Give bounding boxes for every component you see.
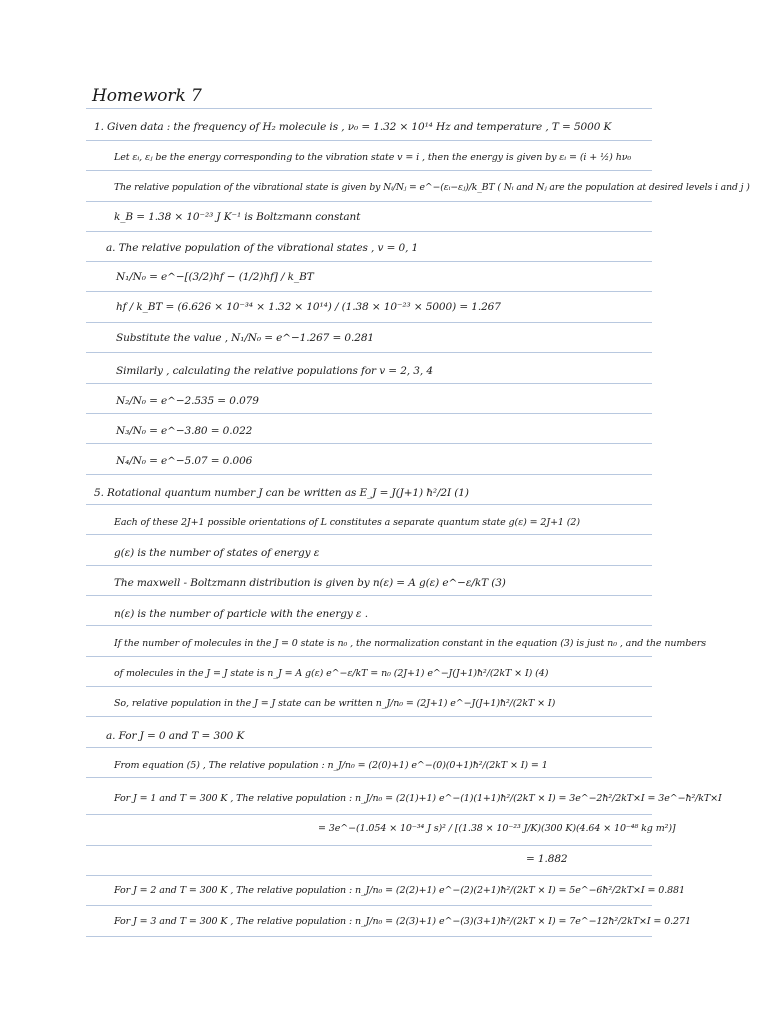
- ruled-line: [86, 777, 652, 778]
- j1-result: = 1.882: [526, 853, 568, 865]
- ruled-line: [86, 565, 652, 566]
- ruled-line: [86, 905, 652, 906]
- normalization-line: If the number of molecules in the J = 0 state is n₀ , the normalization constant in the equation (3) is just n₀ , and the numbers: [114, 638, 706, 649]
- j1-substitution: = 3e^−(1.054 × 10⁻³⁴ J s)² / [(1.38 × 10⁻²³ J/K)(300 K)(4.64 × 10⁻⁴⁸ kg m²)]: [318, 823, 676, 834]
- ruled-line: [86, 875, 652, 876]
- ruled-line: [86, 716, 652, 717]
- j0-relative-population: From equation (5) , The relative population : n_J/n₀ = (2(0)+1) e^−(0)(0+1)ħ²/(2kT × I) = 1: [114, 760, 548, 771]
- ruled-line: [86, 231, 652, 232]
- j1-relative-population: For J = 1 and T = 300 K , The relative population : n_J/n₀ = (2(1)+1) e^−(1)(1+1)ħ²/(2kT × I) = 3e^−2ħ²/2kT×I = 3e^−ħ²/kT×I: [114, 793, 722, 804]
- homework-title: Homework 7: [92, 86, 202, 106]
- n-epsilon-definition: n(ε) is the number of particle with the energy ε .: [114, 608, 368, 620]
- ruled-line: [86, 747, 652, 748]
- n3-over-n0-result: N₃/N₀ = e^−3.80 = 0.022: [116, 425, 253, 437]
- ruled-line: [86, 261, 652, 262]
- part-a-heading: a. The relative population of the vibrational states , v = 0, 1: [106, 242, 419, 254]
- ruled-line: [86, 108, 652, 109]
- similarly-line: Similarly , calculating the relative populations for v = 2, 3, 4: [116, 365, 433, 377]
- ruled-line: [86, 936, 652, 937]
- relative-population-formula-line: The relative population of the vibrational state is given by Nᵢ/Nⱼ = e^−(εᵢ−εⱼ)/k_BT ( Nᵢ and Nⱼ are the population at desired levels i and j ): [114, 182, 750, 193]
- g-epsilon-definition: g(ε) is the number of states of energy ε: [114, 547, 320, 559]
- ruled-line: [86, 814, 652, 815]
- part-a-j0-heading: a. For J = 0 and T = 300 K: [106, 730, 245, 742]
- maxwell-boltzmann-line: The maxwell - Boltzmann distribution is given by n(ε) = A g(ε) e^−ε/kT (3): [114, 577, 506, 589]
- ruled-line: [86, 413, 652, 414]
- problem-4-given-data: 1. Given data : the frequency of H₂ molecule is , ν₀ = 1.32 × 10¹⁴ Hz and temperature , T = 5000 K: [94, 121, 612, 133]
- ruled-line: [86, 595, 652, 596]
- j2-relative-population: For J = 2 and T = 300 K , The relative population : n_J/n₀ = (2(2)+1) e^−(2)(2+1)ħ²/(2kT × I) = 5e^−6ħ²/2kT×I = 0.881: [114, 885, 685, 896]
- ruled-line: [86, 201, 652, 202]
- problem-5-rotational-line: 5. Rotational quantum number J can be written as E_J = J(J+1) ħ²/2I (1): [94, 487, 469, 499]
- j3-relative-population: For J = 3 and T = 300 K , The relative population : n_J/n₀ = (2(3)+1) e^−(3)(3+1)ħ²/(2kT × I) = 7e^−12ħ²/2kT×I = 0.271: [114, 916, 691, 927]
- ruled-line: [86, 504, 652, 505]
- ruled-line: [86, 170, 652, 171]
- energy-definition-line: Let εᵢ, εⱼ be the energy corresponding to the vibration state v = i , then the energy is given by εᵢ = (i + ½) hν₀: [114, 152, 632, 163]
- ruled-line: [86, 322, 652, 323]
- n4-over-n0-result: N₄/N₀ = e^−5.07 = 0.006: [116, 455, 253, 467]
- ruled-line: [86, 656, 652, 657]
- ruled-line: [86, 291, 652, 292]
- ruled-line: [86, 140, 652, 141]
- hf-over-kbt-calculation: hf / k_BT = (6.626 × 10⁻³⁴ × 1.32 × 10¹⁴) / (1.38 × 10⁻²³ × 5000) = 1.267: [116, 301, 501, 313]
- ruled-line: [86, 383, 652, 384]
- substitute-value-line: Substitute the value , N₁/N₀ = e^−1.267 = 0.281: [116, 332, 374, 344]
- relative-population-j-state-line: So, relative population in the J = J state can be written n_J/n₀ = (2J+1) e^−J(J+1)ħ²/(2kT × I): [114, 698, 556, 709]
- ruled-line: [86, 686, 652, 687]
- molecules-in-j-state-line: of molecules in the J = J state is n_J = A g(ε) e^−ε/kT = n₀ (2J+1) e^−J(J+1)ħ²/(2kT × I) (4): [114, 668, 549, 679]
- n1-over-n0-expression: N₁/N₀ = e^−[(3/2)hf − (1/2)hf] / k_BT: [116, 271, 314, 283]
- ruled-line: [86, 534, 652, 535]
- ruled-line: [86, 625, 652, 626]
- ruled-line: [86, 845, 652, 846]
- ruled-line: [86, 443, 652, 444]
- n2-over-n0-result: N₂/N₀ = e^−2.535 = 0.079: [116, 395, 259, 407]
- ruled-line: [86, 352, 652, 353]
- boltzmann-constant-line: k_B = 1.38 × 10⁻²³ J K⁻¹ is Boltzmann constant: [114, 211, 361, 223]
- orientations-line: Each of these 2J+1 possible orientations of L constitutes a separate quantum state g(ε) = 2J+1 (2): [114, 517, 580, 528]
- ruled-line: [86, 474, 652, 475]
